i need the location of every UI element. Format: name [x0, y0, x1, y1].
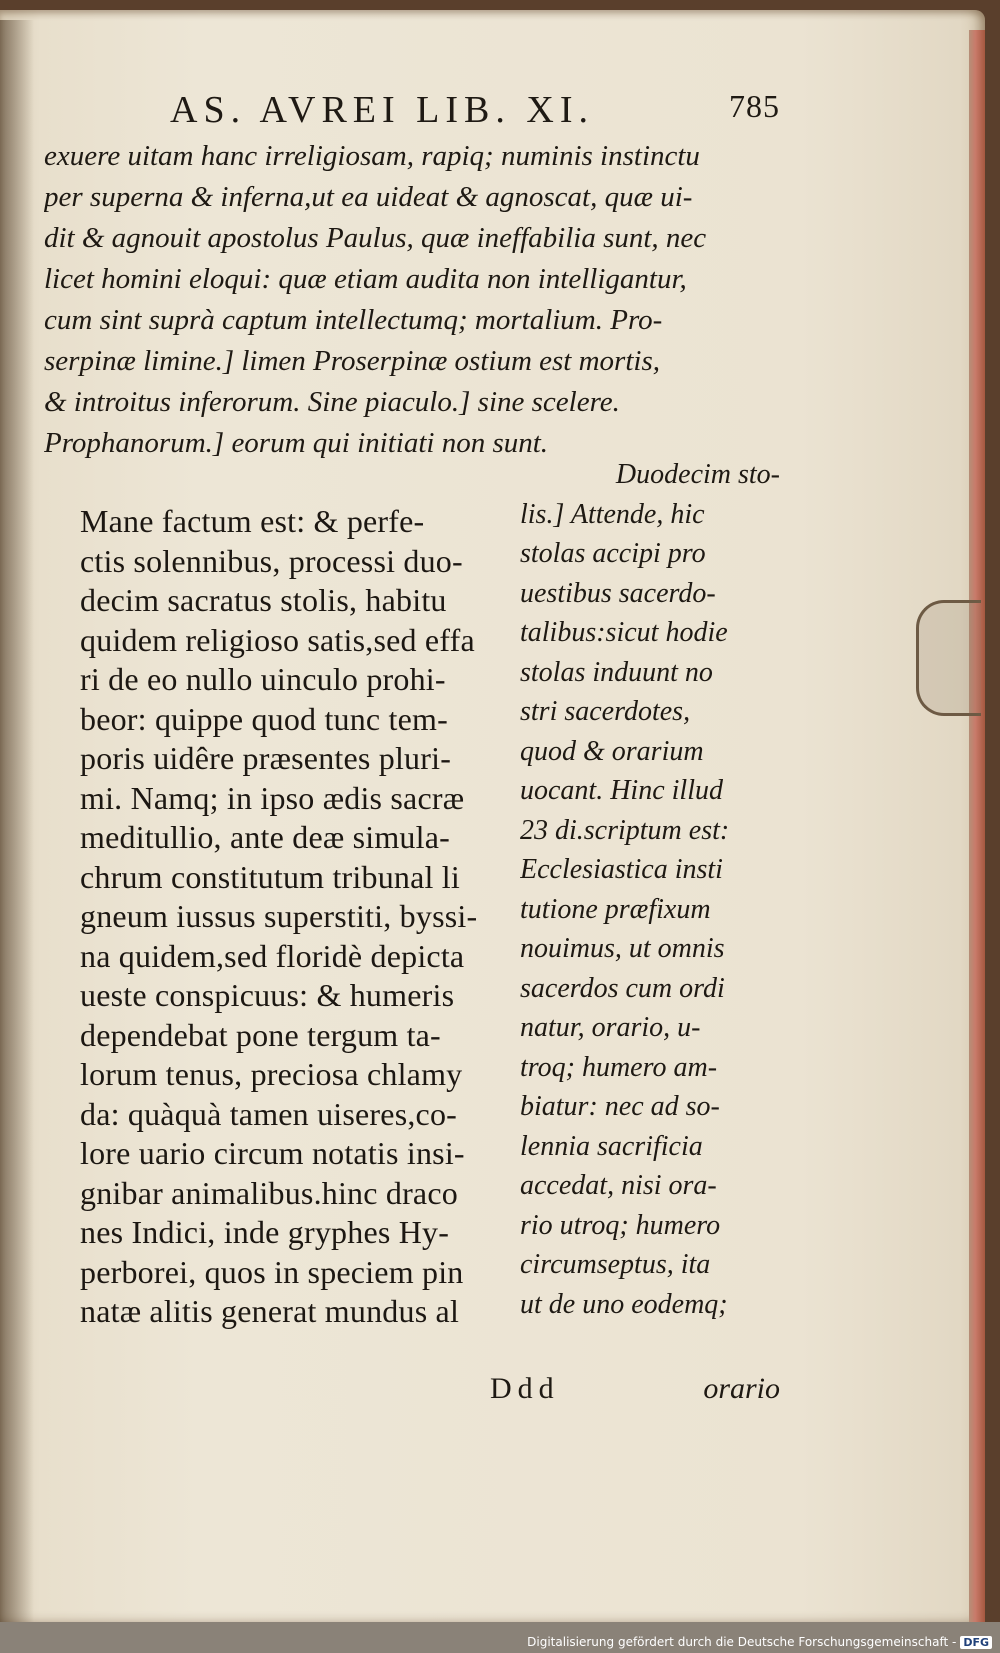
gloss-line: lennia sacrificia — [520, 1130, 703, 1162]
gloss-line: tutione præfixum — [520, 893, 711, 925]
main-text-line: ueste conspicuus: & humeris — [80, 977, 455, 1013]
main-text-line: nes Indici, inde gryphes Hy- — [80, 1214, 450, 1250]
footer-credit-text: Digitalisierung gefördert durch die Deutsche Forschungsgemeinschaft - — [527, 1635, 957, 1649]
page-fore-edge — [969, 30, 985, 1630]
running-head — [170, 88, 780, 138]
digitization-footer — [0, 1622, 1000, 1653]
gloss-line: natur, orario, u- — [520, 1012, 701, 1043]
gloss-line: lis.] Attende, hic — [520, 498, 705, 530]
gloss-line: Ecclesiastica insti — [520, 854, 723, 885]
signature-mark: Ddd — [490, 1372, 560, 1405]
gloss-line: quod & orarium — [520, 735, 704, 767]
main-text-line: na quidem,sed floridè depicta — [80, 937, 465, 974]
book-page — [0, 10, 985, 1622]
page-clip — [916, 600, 981, 716]
main-text-line: da: quàquà tamen uiseres,co- — [80, 1095, 458, 1132]
gloss-line: ut de uno eodemq; — [520, 1288, 728, 1320]
gloss-line: uestibus sacerdo- — [520, 577, 716, 609]
main-text-line: ctis solennibus, processi duo- — [80, 542, 463, 579]
commentary-line: licet homini eloqui: quæ etiam audita non intelligantur, — [44, 263, 687, 295]
gloss-line: circumseptus, ita — [520, 1249, 711, 1280]
gloss-line: accedat, nisi ora- — [520, 1170, 717, 1201]
running-head-title: AS. AVREI LIB. XI. — [170, 89, 594, 131]
main-text-line: natæ alitis generat mundus al — [80, 1293, 460, 1329]
gloss-line: Duodecim sto- — [615, 459, 780, 490]
marginal-gloss-column — [520, 455, 780, 1324]
commentary-line: per superna & inferna,ut ea uideat & agnoscat, quæ ui- — [44, 181, 693, 213]
commentary-line: serpinæ limine.] limen Proserpinæ ostium est mortis, — [44, 345, 660, 377]
main-text-line: gnibar animalibus.hinc draco — [80, 1174, 458, 1211]
gloss-line: rio utroq; humero — [520, 1209, 721, 1241]
main-text-line: meditullio, ante deæ simula- — [80, 819, 450, 855]
commentary-block — [44, 136, 779, 464]
gloss-line: biatur: nec ad so- — [520, 1091, 720, 1122]
gloss-line: 23 di.scriptum est: — [520, 814, 730, 846]
main-text-line: poris uidêre præsentes pluri- — [80, 740, 452, 776]
main-text-line: Mane factum est: & perfe- — [80, 503, 425, 539]
gloss-line: stolas accipi pro — [520, 538, 706, 569]
page-number: 785 — [729, 88, 780, 124]
main-text-line: dependebat pone tergum ta- — [80, 1016, 441, 1053]
commentary-line: Prophanorum.] eorum qui initiati non sunt. — [44, 427, 549, 459]
catchline — [490, 1372, 780, 1416]
gloss-line: nouimus, ut omnis — [520, 933, 725, 964]
main-text-line: ri de eo nullo uinculo prohi- — [80, 661, 446, 697]
main-text-line: chrum constitutum tribunal li — [80, 858, 460, 895]
main-text-line: lorum tenus, preciosa chlamy — [80, 1056, 463, 1092]
commentary-line: cum sint suprà captum intellectumq; mortalium. Pro- — [44, 304, 663, 336]
footer-credit — [527, 1635, 992, 1649]
gloss-line: talibus:sicut hodie — [520, 617, 728, 648]
gloss-line: uocant. Hinc illud — [520, 775, 723, 806]
gloss-line: stolas induunt no — [520, 656, 713, 688]
main-text-column — [80, 502, 490, 1332]
commentary-line: exuere uitam hanc irreligiosam, rapiq; numinis instinctu — [44, 140, 700, 172]
commentary-line: dit & agnouit apostolus Paulus, quæ ineffabilia sunt, nec — [44, 222, 707, 254]
main-text-line: lore uario circum notatis insi- — [80, 1135, 465, 1171]
main-text-line: gneum iussus superstiti, byssi- — [80, 898, 478, 934]
gloss-line: sacerdos cum ordi — [520, 972, 725, 1004]
gloss-line: stri sacerdotes, — [520, 696, 691, 727]
gutter-shadow — [0, 20, 34, 1632]
main-text-line: perborei, quos in speciem pin — [80, 1253, 464, 1290]
main-text-line: decim sacratus stolis, habitu — [80, 582, 447, 618]
main-text-line: mi. Namq; in ipso ædis sacræ — [80, 779, 465, 816]
commentary-line: & introitus inferorum. Sine piaculo.] sine scelere. — [44, 386, 620, 418]
dfg-logo: DFG — [960, 1636, 992, 1649]
main-text-line: quidem religioso satis,sed effa — [80, 621, 475, 658]
catchword: orario — [703, 1372, 780, 1405]
gloss-line: troq; humero am- — [520, 1051, 718, 1083]
main-text-line: beor: quippe quod tunc tem- — [80, 700, 448, 737]
